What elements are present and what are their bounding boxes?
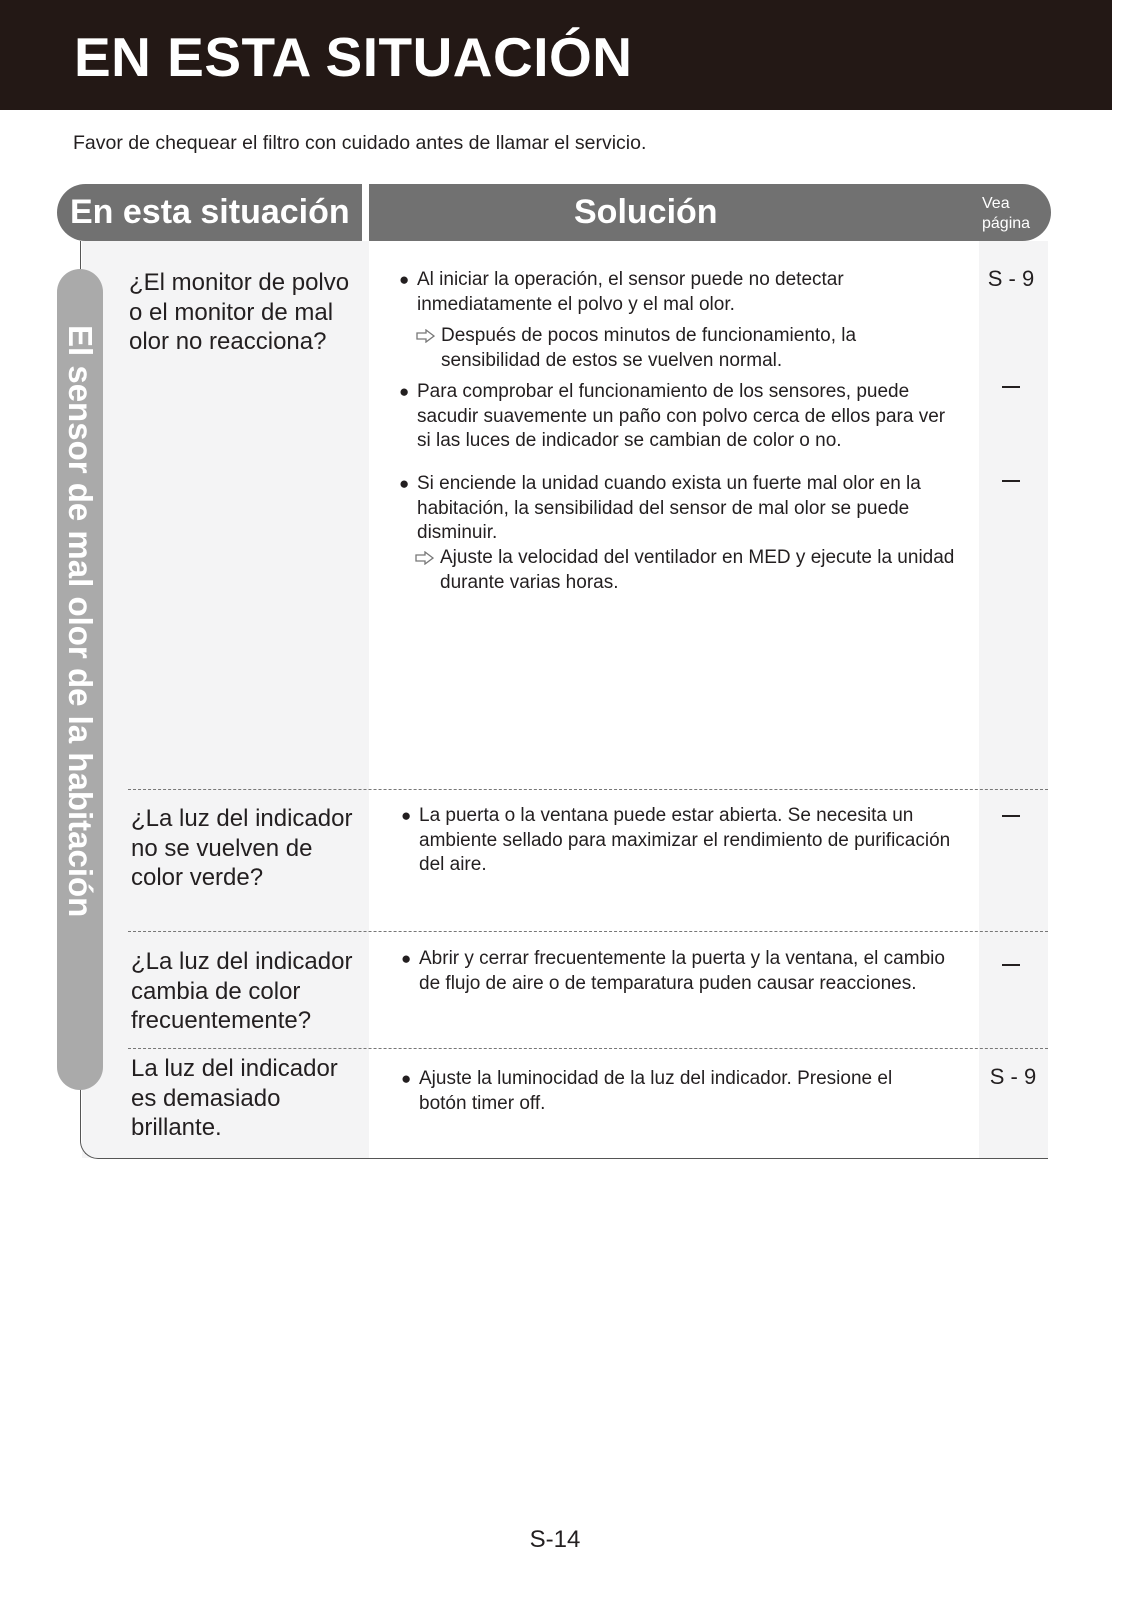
row-4-question: La luz del indicador es demasiado brillante. — [131, 1055, 338, 1141]
row-separator — [128, 789, 1048, 790]
row-3-question: ¿La luz del indicador cambia de color frecuentemente? — [131, 948, 353, 1034]
bullet-icon: ● — [399, 270, 410, 289]
header-solution-label: Solución — [574, 193, 718, 231]
row-2-item-1: ● La puerta o la ventana puede estar abierta. Se necesita un ambiente sellado para maximizar el rendimiento de purificación del aire. — [401, 805, 951, 875]
row-3-item-1: ● Abrir y cerrar frecuentemente la puerta y la ventana, el cambio de flujo de aire o de temparatura puden causar reacciones. — [401, 948, 945, 994]
bullet-icon: ● — [401, 949, 412, 968]
intro-text: Favor de chequear el filtro con cuidado antes de llamar el servicio. — [73, 132, 647, 154]
page-title: EN ESTA SITUACIÓN — [74, 26, 633, 88]
category-label-wrap — [57, 269, 103, 1090]
row-separator — [128, 931, 1048, 932]
page-ref-dash — [1002, 386, 1020, 388]
bullet-icon: ● — [399, 474, 410, 493]
header-solution — [369, 184, 1051, 241]
page-ref-dash — [1002, 964, 1020, 966]
page-ref-dash — [1002, 480, 1020, 482]
row-1-item-3: ● Si enciende la unidad cuando exista un fuerte mal olor en la habitación, la sensibilidad del sensor de mal olor se puede disminuir. — [399, 473, 921, 543]
row-1-question: ¿El monitor de polvo o el monitor de mal olor no reacciona? — [129, 269, 350, 355]
row-separator — [128, 1048, 1048, 1049]
row-1-item-2: ● Para comprobar el funcionamiento de los sensores, puede sacudir suavemente un paño con polvo cerca de ellos para ver si las luces de indicador se cambian de color o no. — [399, 381, 946, 451]
row-1-item-3-sub: Ajuste la velocidad del ventilador en MED y ejecute la unidad durante varias horas. — [415, 546, 955, 595]
header-page-label: Vea página — [982, 195, 1031, 232]
header-situation-label: En esta situación — [70, 193, 350, 231]
arrow-right-icon — [415, 551, 434, 565]
page-ref: S - 9 — [987, 266, 1035, 291]
row-1-item-1: ● Al iniciar la operación, el sensor puede no detectar inmediatamente el polvo y el mal olor. — [399, 269, 844, 315]
bullet-icon: ● — [401, 1069, 412, 1088]
category-label: El sensor de mal olor de la habitación — [62, 325, 99, 918]
page-ref-dash — [1002, 815, 1020, 817]
row-4-item-1: ● Ajuste la luminocidad de la luz del indicador. Presione el botón timer off. — [401, 1068, 893, 1114]
header-situation — [57, 184, 362, 241]
row-1-item-1-sub: Después de pocos minutos de funcionamiento, la sensibilidad de estos se vuelven normal. — [416, 324, 956, 373]
page-ref: S - 9 — [989, 1064, 1037, 1089]
bullet-icon: ● — [401, 806, 412, 825]
page-number: S-14 — [529, 1526, 581, 1553]
arrow-right-icon — [416, 329, 435, 343]
row-2-question: ¿La luz del indicador no se vuelven de color verde? — [131, 805, 353, 891]
bullet-icon: ● — [399, 382, 410, 401]
